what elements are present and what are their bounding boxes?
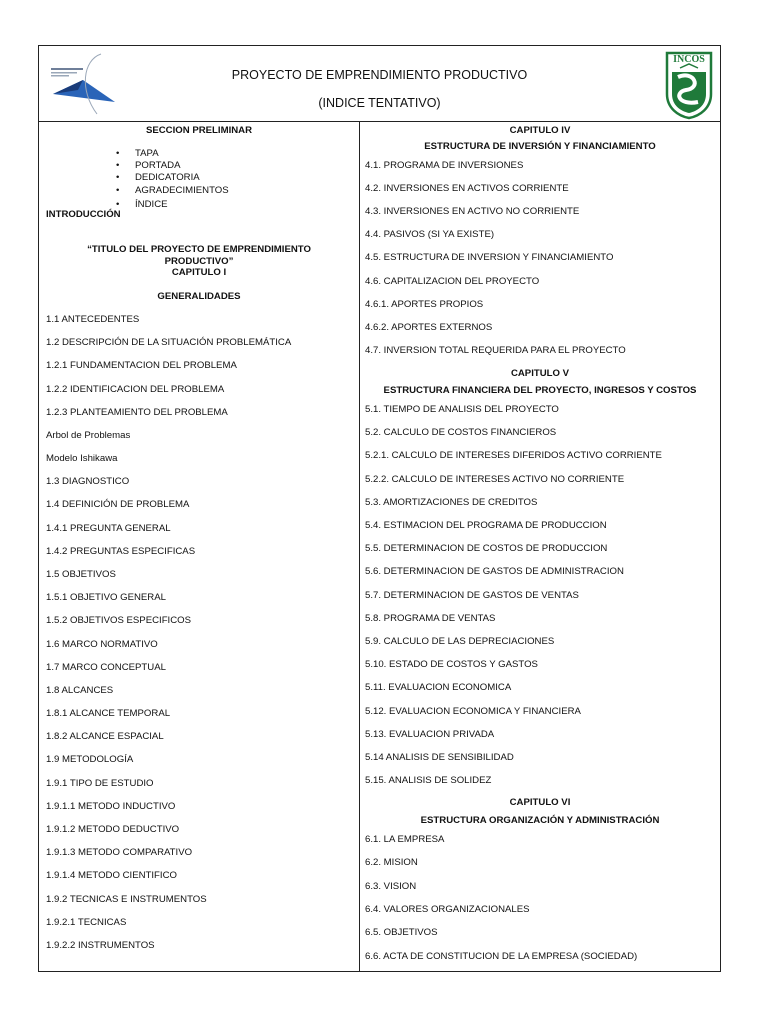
toc-item: 1.9.2.2 INSTRUMENTOS	[46, 939, 155, 951]
toc-item: 4.7. INVERSION TOTAL REQUERIDA PARA EL PROYECTO	[365, 344, 626, 356]
toc-item: 1.2.3 PLANTEAMIENTO DEL PROBLEMA	[46, 406, 228, 418]
toc-item: 1.8.1 ALCANCE TEMPORAL	[46, 708, 171, 720]
toc-item: 5.11. EVALUACION ECONOMICA	[365, 682, 512, 694]
toc-item: 1.9 METODOLOGÍA	[46, 754, 134, 766]
toc-item: 1.1 ANTECEDENTES	[46, 314, 140, 325]
toc-item: 5.6. DETERMINACION DE GASTOS DE ADMINISTRACION	[365, 566, 624, 578]
document-title: PROYECTO DE EMPRENDIMIENTO PRODUCTIVO	[231, 68, 528, 82]
chapter-title: GENERALIDADES	[157, 291, 241, 302]
toc-item: 1.9.2 TECNICAS E INSTRUMENTOS	[46, 893, 207, 905]
toc-item: 4.4. PASIVOS (SI YA EXISTE)	[365, 229, 495, 241]
toc-item: 4.6.1. APORTES PROPIOS	[365, 298, 484, 310]
toc-item: 1.8 ALCANCES	[46, 684, 114, 696]
toc-item: 1.9.2.1 TECNICAS	[46, 916, 127, 928]
toc-item: 4.3. INVERSIONES EN ACTIVO NO CORRIENTE	[365, 206, 580, 218]
toc-item: 1.7 MARCO CONCEPTUAL	[46, 661, 166, 673]
toc-item: 6.2. MISION	[365, 857, 418, 869]
document-frame	[38, 45, 721, 972]
project-title-line2: PRODUCTIVO”	[164, 256, 234, 267]
toc-item: 1.2.1 FUNDAMENTACION DEL PROBLEMA	[46, 360, 237, 372]
toc-item: 4.6.2. APORTES EXTERNOS	[365, 321, 493, 333]
toc-item: 4.2. INVERSIONES EN ACTIVOS CORRIENTE	[365, 183, 569, 195]
toc-item: 4.6. CAPITALIZACION DEL PROYECTO	[365, 275, 540, 287]
toc-item: 5.4. ESTIMACION DEL PROGRAMA DE PRODUCCION	[365, 520, 607, 531]
toc-item: 4.1. PROGRAMA DE INVERSIONES	[365, 160, 524, 171]
toc-item: 1.8.2 ALCANCE ESPACIAL	[46, 731, 164, 743]
toc-item: 5.2.2. CALCULO DE INTERESES ACTIVO NO CORRIENTE	[365, 473, 625, 485]
chapter-5-title: ESTRUCTURA FINANCIERA DEL PROYECTO, INGRESOS Y COSTOS	[383, 385, 697, 396]
chapter-4-title: ESTRUCTURA DE INVERSIÓN Y FINANCIAMIENTO	[424, 141, 656, 152]
chapter-4-heading: CAPITULO IV	[509, 125, 571, 136]
toc-item: 5.5. DETERMINACION DE COSTOS DE PRODUCCION	[365, 543, 608, 555]
toc-item: 5.7. DETERMINACION DE GASTOS DE VENTAS	[365, 589, 579, 601]
chapter-5-heading: CAPITULO V	[510, 368, 570, 379]
toc-item: 5.8. PROGRAMA DE VENTAS	[365, 612, 496, 624]
list-item: • ÍNDICE	[116, 199, 168, 210]
toc-item: Modelo Ishikawa	[46, 453, 118, 465]
toc-item: 5.12. EVALUACION ECONOMICA Y FINANCIERA	[365, 705, 581, 717]
list-item: • DEDICATORIA	[116, 172, 200, 183]
list-item: • PORTADA	[116, 160, 181, 171]
right-column	[360, 121, 720, 972]
toc-item: 5.15. ANALISIS DE SOLIDEZ	[365, 775, 492, 787]
section-title: SECCION PRELIMINAR	[145, 125, 253, 136]
chapter-heading: CAPITULO I	[171, 267, 227, 278]
toc-item: 1.9.1.2 METODO DEDUCTIVO	[46, 823, 180, 835]
toc-item: 5.9. CALCULO DE LAS DEPRECIACIONES	[365, 636, 555, 647]
toc-item: 1.2 DESCRIPCIÓN DE LA SITUACIÓN PROBLEMÁTICA	[46, 337, 292, 349]
document-subtitle: (INDICE TENTATIVO)	[318, 96, 441, 110]
toc-item: 5.14 ANALISIS DE SENSIBILIDAD	[365, 752, 514, 763]
toc-item: 1.6 MARCO NORMATIVO	[46, 638, 158, 650]
toc-item: 1.5 OBJETIVOS	[46, 568, 116, 580]
toc-item: 5.3. AMORTIZACIONES DE CREDITOS	[365, 496, 538, 508]
header	[39, 46, 720, 122]
toc-item: 1.4.2 PREGUNTAS ESPECIFICAS	[46, 545, 196, 557]
toc-item: 5.2. CALCULO DE COSTOS FINANCIEROS	[365, 427, 557, 439]
toc-item: 1.9.1.3 METODO COMPARATIVO	[46, 847, 193, 859]
toc-item: 1.4.1 PREGUNTA GENERAL	[46, 522, 171, 534]
toc-item: 5.1. TIEMPO DE ANALISIS DEL PROYECTO	[365, 404, 559, 415]
list-item: • TAPA	[116, 148, 159, 159]
toc-item: Arbol de Problemas	[46, 429, 131, 441]
toc-item: 1.4 DEFINICIÓN DE PROBLEMA	[46, 499, 190, 511]
incos-logo-text: INCOS	[673, 54, 705, 65]
toc-item: 6.4. VALORES ORGANIZACIONALES	[365, 903, 530, 915]
toc-item: 6.5. OBJETIVOS	[365, 927, 438, 939]
list-item: • AGRADECIMIENTOS	[116, 185, 229, 196]
toc-item: 6.6. ACTA DE CONSTITUCION DE LA EMPRESA (SOCIEDAD)	[365, 950, 638, 962]
intro-heading: INTRODUCCIÓN	[46, 209, 121, 220]
toc-item: 1.3 DIAGNOSTICO	[46, 476, 130, 488]
toc-item: 6.3. VISION	[365, 880, 417, 892]
left-column	[39, 121, 359, 972]
toc-item: 6.1. LA EMPRESA	[365, 834, 445, 845]
toc-item: 1.9.1 TIPO DE ESTUDIO	[46, 777, 154, 789]
chapter-6-heading: CAPITULO VI	[509, 797, 571, 808]
toc-item: 1.5.2 OBJETIVOS ESPECIFICOS	[46, 615, 192, 627]
toc-item: 5.2.1. CALCULO DE INTERESES DIFERIDOS ACTIVO CORRIENTE	[365, 450, 662, 462]
toc-item: 5.13. EVALUACION PRIVADA	[365, 728, 495, 740]
toc-item: 1.5.1 OBJETIVO GENERAL	[46, 592, 166, 604]
incos-shield-icon	[664, 50, 714, 120]
toc-item: 1.2.2 IDENTIFICACION DEL PROBLEMA	[46, 383, 225, 395]
toc-item: 1.9.1.4 METODO CIENTIFICO	[46, 870, 177, 882]
toc-item: 4.5. ESTRUCTURA DE INVERSION Y FINANCIAMIENTO	[365, 252, 614, 264]
toc-item: 1.9.1.1 METODO INDUCTIVO	[46, 800, 176, 812]
toc-item: 5.10. ESTADO DE COSTOS Y GASTOS	[365, 659, 538, 671]
project-title-line1: “TITULO DEL PROYECTO DE EMPRENDIMIENTO	[87, 244, 311, 255]
chapter-6-title: ESTRUCTURA ORGANIZACIÓN Y ADMINISTRACIÓN	[420, 815, 660, 826]
